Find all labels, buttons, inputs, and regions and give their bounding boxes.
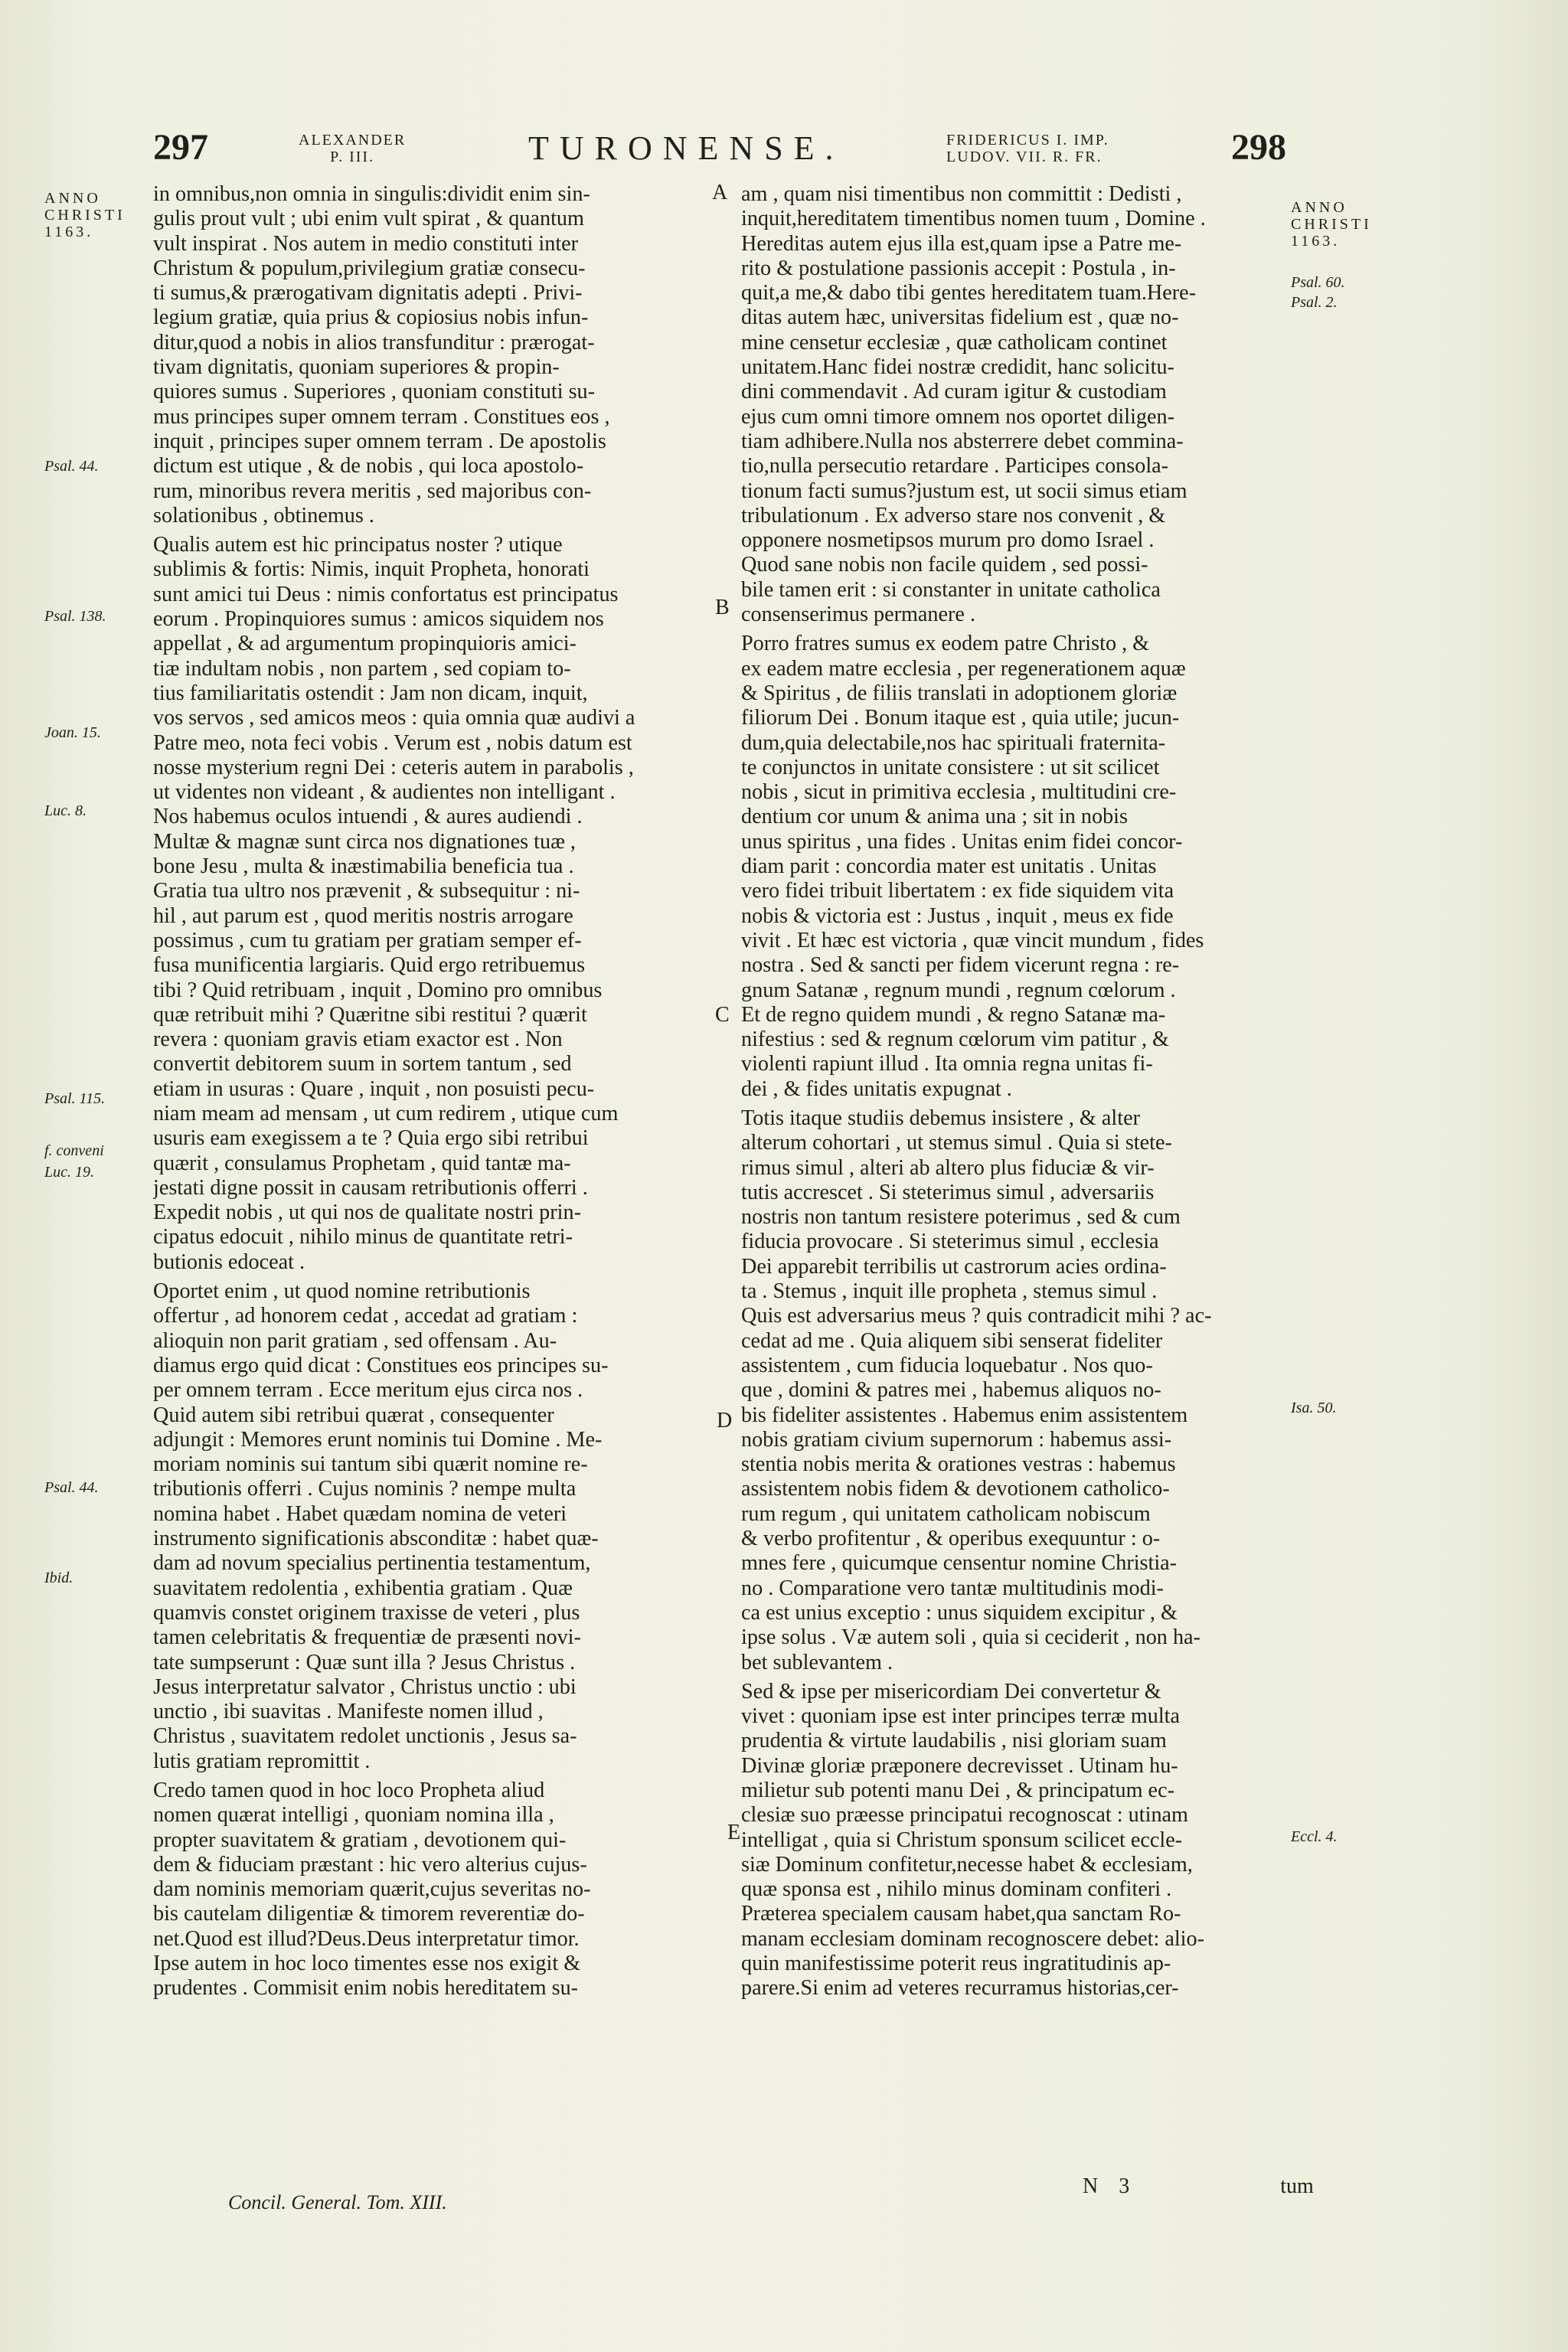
text-line: dini commendavit . Ad curam igitur & custodiam: [741, 380, 1167, 404]
text-line: tributionis offerri . Cujus nominis ? nempe multa: [153, 1477, 577, 1501]
text-line: bile tamen erit : si constanter in unitate catholica: [741, 577, 1161, 602]
text-line: manam ecclesiam dominam recognoscere debet: alio-: [741, 1926, 1204, 1951]
text-line: Nos habemus oculos intuendi , & aures audiendi .: [153, 805, 583, 829]
catchword: tum: [1280, 2174, 1314, 2198]
running-head-left-line: ALEXANDER: [299, 132, 407, 149]
text-line: Credo tamen quod in hoc loco Propheta aliud: [153, 1779, 545, 1802]
text-line: sublimis & fortis: Nimis, inquit Propheta, honorati: [153, 557, 590, 582]
text-line: ti sumus,& prærogativam dignitatis adepti . Privi-: [153, 281, 583, 305]
margin-note: Luc. 19.: [44, 1164, 94, 1181]
text-line: tius familiaritatis ostendit : Jam non dicam, inquit,: [153, 681, 588, 705]
text-line: inquit , principes super omnem terram . De apostolis: [153, 429, 606, 453]
footer-volume: Concil. General. Tom. XIII.: [228, 2191, 447, 2213]
text-line: ex eadem matre ecclesia , per regenerationem aquæ: [741, 656, 1186, 681]
running-head-right-line: LUDOV. VII. R. FR.: [946, 149, 1102, 165]
text-line: nomina habet . Habet quædam nomina de veteri: [153, 1501, 567, 1526]
text-line: assistentem , cum fiducia loquebatur . Nos quo-: [741, 1353, 1153, 1377]
text-line: Quod sane nobis non facile quidem , sed possi-: [741, 553, 1148, 577]
text-line: mus principes super omnem terram . Constitues eos ,: [153, 404, 610, 429]
anno-line: 1163.: [44, 224, 94, 240]
text-line: alioquin non parit gratiam , sed offensam . Au-: [153, 1328, 557, 1353]
running-title: TURONENSE.: [528, 129, 844, 167]
text-line: vivit . Et hæc est victoria , quæ vincit mundum , fides: [741, 928, 1204, 952]
section-letter: C: [715, 1003, 730, 1027]
text-line: Dei apparebit terribilis ut castrorum acies ordina-: [741, 1254, 1167, 1279]
section-letter: D: [717, 1409, 733, 1432]
text-line: Quid autem sibi retribui quærat , consequenter: [153, 1403, 554, 1427]
anno-christi-left: [44, 190, 126, 240]
right-text-column: [741, 182, 1308, 2001]
anno-line: 1163.: [1291, 233, 1341, 250]
text-line: vult inspirat . Nos autem in medio constituti inter: [153, 231, 579, 256]
text-line: lutis gratiam repromittit .: [153, 1749, 371, 1773]
anno-line: CHRISTI: [44, 207, 126, 224]
text-line: in omnibus,non omnia in singulis:dividit enim sin-: [153, 182, 590, 206]
text-line: propter suavitatem & gratiam , devotionem qui-: [153, 1828, 567, 1852]
text-line: offertur , ad honorem cedat , accedat ad gratiam :: [153, 1304, 578, 1328]
text-line: tamen celebritatis & frequentiæ de præsenti novi-: [153, 1625, 581, 1650]
text-line: inquit,hereditatem timentibus nomen tuum , Domine .: [741, 207, 1206, 231]
text-line: solationibus , obtinemus .: [153, 503, 374, 528]
text-line: tate sumpserunt : Quæ sunt illa ? Jesus Christus .: [153, 1650, 576, 1674]
page-number-left: 297: [153, 127, 208, 168]
text-line: quamvis constet originem traxisse de veteri , plus: [153, 1600, 580, 1625]
section-letter: E: [727, 1821, 741, 1844]
text-line: Totis itaque studiis debemus insistere , & alter: [741, 1106, 1140, 1130]
text-line: fiducia provocare . Si steterimus simul , ecclesia: [741, 1230, 1159, 1254]
margin-note: Psal. 138.: [44, 608, 106, 625]
running-head-left-line: P. III.: [330, 149, 375, 165]
text-line: sunt amici tui Deus : nimis confortatus est principatus: [153, 582, 619, 606]
text-line: quæ sponsa est , nihilo minus dominam confiteri .: [741, 1877, 1172, 1902]
margin-note: Psal. 2.: [1291, 294, 1338, 311]
text-line: moriam nominis sui tantum sibi quærit nomine re-: [153, 1452, 588, 1477]
text-line: Gratia tua ultro nos prævenit , & subsequitur : ni-: [153, 879, 580, 903]
text-line: jestati digne possit in causam retributionis offerri .: [153, 1175, 588, 1200]
text-line: hil , aut parum est , quod meritis nostris arrogare: [153, 903, 573, 928]
text-line: Patre meo, nota feci vobis . Verum est , nobis datum est: [153, 730, 632, 755]
text-line: consenserimus permanere .: [741, 603, 976, 627]
text-line: vos servos , sed amicos meos : quia omnia quæ audivi a: [153, 706, 635, 730]
text-line: gulis prout vult ; ubi enim vult spirat , & quantum: [153, 207, 584, 231]
text-line: rimus simul , alteri ab altero plus fiduciæ & vir-: [741, 1155, 1155, 1180]
text-line: am , quam nisi timentibus non committit : Dedisti ,: [741, 182, 1182, 206]
section-letter: A: [712, 181, 728, 204]
text-line: quin manifestissime poterit reus ingratitudinis ap-: [741, 1952, 1171, 1976]
text-line: dum,quia delectabile,nos hac spirituali fraternita-: [741, 730, 1166, 755]
text-line: Jesus interpretatur salvator , Christus unctio : ubi: [153, 1674, 577, 1699]
text-line: unus spiritus , una fides . Unitas enim fidei concor-: [741, 829, 1183, 854]
text-line: instrumento significationis absconditæ : habet quæ-: [153, 1527, 599, 1551]
text-line: vero fidei tribuit libertatem : ex fide siquidem vita: [741, 879, 1174, 903]
signature-text: N 3: [1083, 2174, 1138, 2198]
text-line: dem & fiduciam præstant : hic vero alterius cujus-: [153, 1852, 587, 1877]
text-line: diamus ergo quid dicat : Constitues eos principes su-: [153, 1353, 609, 1377]
text-line: Sed & ipse per misericordiam Dei convertetur &: [741, 1679, 1161, 1704]
text-line: per omnem terram . Ecce meritum ejus circa nos .: [153, 1378, 583, 1403]
text-line: quæ retribuit mihi ? Quæritne sibi restitui ? quærit: [153, 1002, 587, 1027]
text-line: ta . Stemus , inquit ille propheta , stemus simul .: [741, 1279, 1158, 1304]
text-line: assistentem nobis fidem & devotionem catholico-: [741, 1477, 1170, 1501]
text-line: rum, minoribus revera meritis , sed majoribus con-: [153, 479, 592, 503]
text-line: Hereditas autem ejus illa est,quam ipse a Patre me-: [741, 231, 1182, 256]
left-text-column: [153, 182, 710, 2001]
page-header: [0, 122, 1568, 176]
text-line: eorum . Propinquiores sumus : amicos siquidem nos: [153, 607, 604, 632]
text-line: clesiæ suo præesse principatui recognoscat : utinam: [741, 1803, 1188, 1828]
text-line: tionum facti sumus?justum est, ut socii simus etiam: [741, 479, 1187, 503]
section-letter: B: [715, 596, 730, 619]
text-line: possimus , cum tu gratiam per gratiam semper ef-: [153, 928, 582, 952]
signature-mark: [1083, 2174, 1314, 2199]
text-line: quiores sumus . Superiores , quoniam constituti su-: [153, 380, 596, 404]
text-line: no . Comparatione vero tantæ multitudinis modi-: [741, 1576, 1164, 1600]
text-line: prudentia & virtute laudabilis , nisi gloriam suam: [741, 1729, 1167, 1753]
text-line: stentia nobis merita & orationes vestras : habemus: [741, 1452, 1176, 1477]
text-line: nobis & victoria est : Justus , inquit , meus ex fide: [741, 903, 1174, 928]
text-line: filiorum Dei . Bonum itaque est , quia utile; jucun-: [741, 706, 1180, 730]
text-line: Et de regno quidem mundi , & regno Satanæ ma-: [741, 1002, 1166, 1027]
text-line: te conjunctos in unitate consistere : ut sit scilicet: [741, 755, 1160, 779]
text-line: nostra . Sed & sancti per fidem vicerunt regna : re-: [741, 953, 1180, 978]
text-line: gnum Satanæ , regnum mundi , regnum cœlorum .: [741, 978, 1176, 1002]
text-line: Oportet enim , ut quod nomine retributionis: [153, 1279, 531, 1304]
text-line: quærit , consulamus Prophetam , quid tantæ ma-: [153, 1151, 571, 1175]
anno-line: ANNO: [44, 190, 101, 207]
margin-note: f. conveni: [44, 1142, 104, 1159]
text-line: unctio , ibi suavitas . Manifeste nomen illud ,: [153, 1700, 544, 1724]
text-line: ipse solus . Væ autem soli , quia si ceciderit , non ha-: [741, 1625, 1200, 1650]
text-line: nosse mysterium regni Dei : ceteris autem in parabolis ,: [153, 755, 634, 779]
page-number-right: 298: [1231, 127, 1286, 168]
margin-note: Isa. 50.: [1291, 1400, 1337, 1416]
text-line: legium gratiæ, quia prius & copiosius nobis infun-: [153, 305, 589, 330]
text-line: Divinæ gloriæ præponere decrevisset . Utinam hu-: [741, 1753, 1178, 1778]
text-line: Christus , suavitatem redolet unctionis , Jesus sa-: [153, 1724, 577, 1749]
text-line: dictum est utique , & de nobis , qui loca apostolo-: [153, 454, 584, 479]
text-line: nobis , sicut in primitiva ecclesia , multitudini cre-: [741, 780, 1177, 805]
text-line: usuris eam exegissem a te ? Quia ergo sibi retribui: [153, 1126, 589, 1151]
text-line: tutis accrescet . Si steterimus simul , adversariis: [741, 1180, 1155, 1204]
text-line: opponere nosmetipsos murum pro domo Israel .: [741, 528, 1155, 553]
text-line: & verbo profitentur , & operibus exequuntur : o-: [741, 1527, 1161, 1551]
text-line: diam parit : concordia mater est unitatis . Unitas: [741, 854, 1157, 879]
margin-note: Psal. 60.: [1291, 274, 1345, 291]
text-line: revera : quoniam gravis etiam exactor est . Non: [153, 1027, 563, 1052]
text-line: Ipse autem in hoc loco timentes esse nos exigit &: [153, 1952, 581, 1976]
text-line: nifestius : sed & regnum cœlorum vim patitur , &: [741, 1027, 1169, 1052]
text-line: ca est unius exceptio : unus siquidem excipitur , &: [741, 1600, 1178, 1625]
text-line: net.Quod est illud?Deus.Deus interpretatur timor.: [153, 1926, 580, 1951]
text-line: ut videntes non videant , & audientes non intelligant .: [153, 780, 616, 805]
text-line: tiam adhibere.Nulla nos absterrere debet commina-: [741, 429, 1184, 453]
running-head-right-line: FRIDERICUS I. IMP.: [946, 132, 1109, 149]
text-line: tio,nulla persecutio retardare . Participes consola-: [741, 454, 1169, 479]
text-line: violenti rapiunt illud . Ita omnia regna unitas fi-: [741, 1052, 1153, 1076]
text-line: mnes fere , quicumque censentur nomine Christia-: [741, 1551, 1178, 1576]
text-line: tribulationum . Ex adverso stare nos convenit , &: [741, 503, 1166, 528]
text-line: prudentes . Commisit enim nobis hereditatem su-: [153, 1976, 579, 2001]
margin-note: Psal. 44.: [44, 458, 99, 475]
margin-note: Psal. 115.: [44, 1090, 106, 1107]
text-line: tivam dignitatis, quoniam superiores & propin-: [153, 355, 560, 380]
margin-note: Ibid.: [44, 1570, 74, 1586]
text-line: cipatus edocuit , nihilo minus de quantitate retri-: [153, 1225, 573, 1250]
margin-note: Luc. 8.: [44, 802, 87, 819]
text-line: nostris non tantum resistere poterimus , sed & cum: [741, 1205, 1181, 1230]
text-line: mine censetur ecclesiæ , quæ catholicam continet: [741, 330, 1168, 354]
text-line: tiæ indultam nobis , non partem , sed copiam to-: [153, 656, 571, 681]
text-line: Multæ & magnæ sunt circa nos dignationes tuæ ,: [153, 829, 576, 854]
text-line: siæ Dominum confitetur,necesse habet & ecclesiam,: [741, 1852, 1193, 1877]
text-line: bis fideliter assistentes . Habemus enim assistentem: [741, 1403, 1188, 1427]
text-line: unitatem.Hanc fidei nostræ credidit, hanc solicitu-: [741, 355, 1174, 380]
text-line: Expedit nobis , ut qui nos de qualitate nostri prin-: [153, 1200, 581, 1225]
text-line: etiam in usuras : Quare , inquit , non posuisti pecu-: [153, 1076, 595, 1101]
text-line: dam nominis memoriam quærit,cujus severitas no-: [153, 1877, 591, 1902]
text-line: Christum & populum,privilegium gratiæ consecu-: [153, 256, 586, 280]
text-line: alterum cohortari , ut stemus simul . Quia si stete-: [741, 1131, 1172, 1155]
text-line: bet sublevantem .: [741, 1650, 893, 1674]
text-line: ejus cum omni timore omnem nos oportet diligen-: [741, 404, 1175, 429]
text-line: adjungit : Memores erunt nominis tui Domine . Me-: [153, 1427, 603, 1452]
margin-note: Eccl. 4.: [1291, 1828, 1338, 1845]
margin-note: Joan. 15.: [44, 724, 101, 741]
text-line: & Spiritus , de filiis translati in adoptionem gloriæ: [741, 681, 1178, 705]
text-line: fusa munificentia largiaris. Quid ergo retribuemus: [153, 953, 586, 978]
text-line: tibi ? Quid retribuam , inquit , Domino pro omnibus: [153, 978, 603, 1002]
anno-line: ANNO: [1291, 199, 1348, 216]
text-line: intelligat , quia si Christum sponsum scilicet eccle-: [741, 1828, 1183, 1852]
text-line: bone Jesu , multa & inæstimabilia beneficia tua .: [153, 854, 574, 879]
anno-christi-right: [1291, 199, 1372, 250]
text-line: niam meam ad mensam , ut cum redirem , utique cum: [153, 1101, 619, 1125]
text-line: bis cautelam diligentiæ & timorem reverentiæ do-: [153, 1902, 585, 1926]
text-line: que , domini & patres mei , habemus aliquos no-: [741, 1378, 1161, 1403]
text-line: quit,a me,& dabo tibi gentes hereditatem tuam.Here-: [741, 281, 1197, 305]
text-line: appellat , & ad argumentum propinquioris amici-: [153, 632, 577, 656]
margin-note: Psal. 44.: [44, 1479, 99, 1496]
anno-line: CHRISTI: [1291, 216, 1372, 233]
text-line: nomen quærat intelligi , quoniam nomina illa ,: [153, 1803, 554, 1828]
text-line: Porro fratres sumus ex eodem patre Christo , &: [741, 632, 1150, 656]
text-line: dentium cor unum & anima una ; sit in nobis: [741, 805, 1128, 829]
text-line: dei , & fides unitatis expugnat .: [741, 1076, 1012, 1101]
running-head-right: [946, 132, 1109, 165]
text-line: ditas autem hæc, universitas fidelium est , quæ no-: [741, 305, 1179, 330]
text-line: vivet : quoniam ipse est inter principes terræ multa: [741, 1704, 1181, 1729]
text-line: Qualis autem est hic principatus noster ? utique: [153, 533, 563, 557]
running-head-left: [299, 132, 406, 165]
text-line: nobis gratiam civium supernorum : habemus assi-: [741, 1427, 1172, 1452]
text-line: butionis edoceat .: [153, 1250, 305, 1274]
text-line: ditur,quod a nobis in alios transfunditur : prærogat-: [153, 330, 595, 354]
text-line: suavitatem redolentia , exhibentia gratiam . Quæ: [153, 1576, 573, 1600]
text-line: Præterea specialem causam habet,qua sanctam Ro-: [741, 1902, 1181, 1926]
text-line: convertit debitorem suum in sortem tantum , sed: [153, 1052, 572, 1076]
text-line: dam ad novum specialius pertinentia testamentum,: [153, 1551, 591, 1576]
text-line: rum regum , qui unitatem catholicam nobiscum: [741, 1501, 1151, 1526]
text-line: milietur sub potenti manu Dei , & principatum ec-: [741, 1779, 1174, 1802]
page-footer: [0, 2159, 1568, 2220]
text-line: cedat ad me . Quia aliquem sibi senserat fideliter: [741, 1328, 1163, 1353]
text-line: parere.Si enim ad veteres recurramus historias,cer-: [741, 1976, 1179, 2001]
text-line: rito & postulatione passionis accepit : Postula , in-: [741, 256, 1176, 280]
text-line: Quis est adversarius meus ? quis contradicit mihi ? ac-: [741, 1304, 1212, 1328]
